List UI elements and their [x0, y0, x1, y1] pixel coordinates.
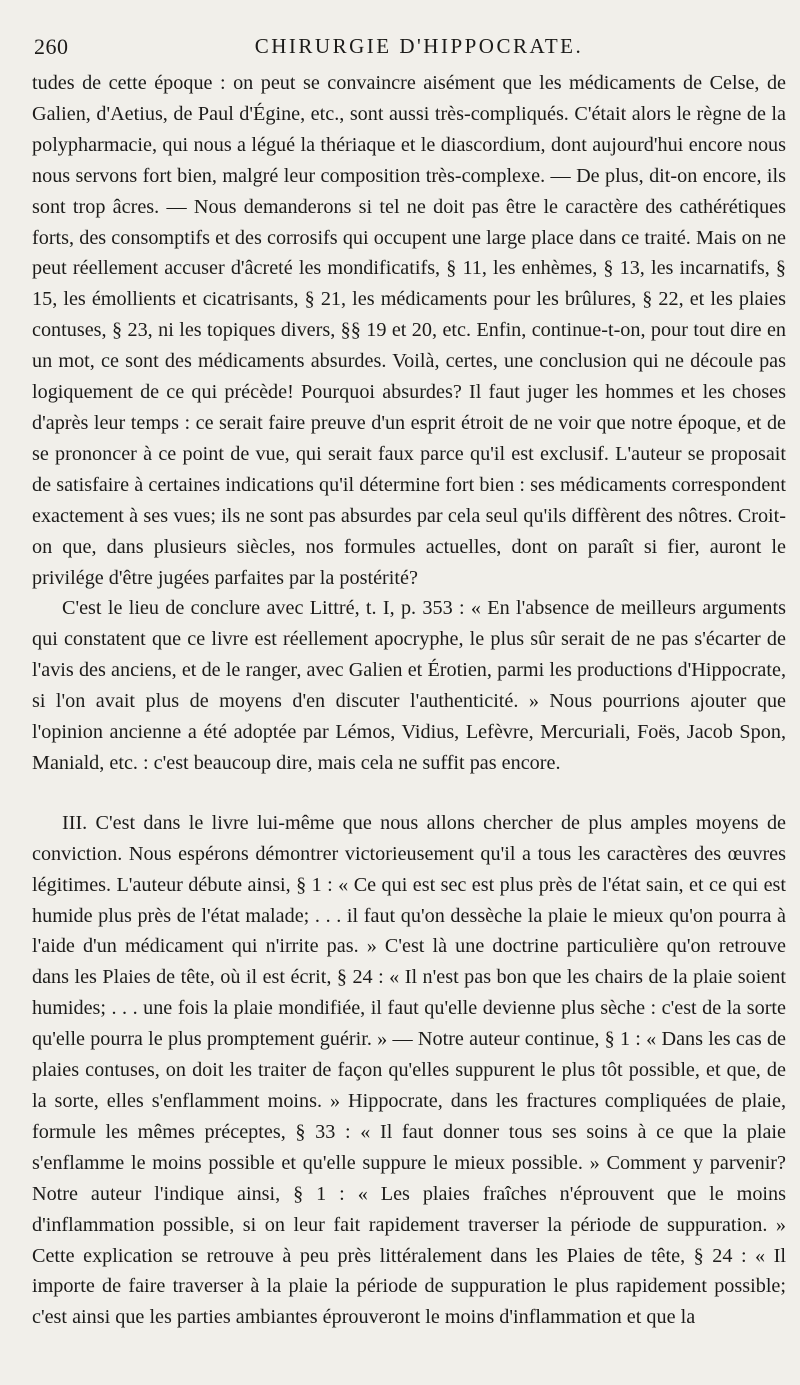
- paragraph-continuation: tudes de cette époque : on peut se convaincre aisément que les médicaments de Celse, de Galien, d'Aetius, de Paul d'Égine, etc., sont aussi très-compliqués. C'était alors le règne de la polypharmacie, qui nous a légué la thériaque et le diascordium, dont aujourd'hui encore nous nous servons fort bien, malgré leur composition très-complexe. — De plus, dit-on encore, ils sont trop âcres. — Nous demanderons si tel ne doit pas être le caractère des cathérétiques forts, des consomptifs et des corrosifs qui occupent une large place dans ce traité. Mais on ne peut réellement accuser d'âcreté les mondificatifs, § 11, les enhèmes, § 13, les incarnatifs, § 15, les émollients et cicatrisants, § 21, les médicaments pour les brûlures, § 22, et les plaies contuses, § 23, ni les topiques divers, §§ 19 et 20, etc. Enfin, continue-t-on, pour tout dire en un mot, ce sont des médicaments absurdes. Voilà, certes, une conclusion qui ne découle pas logiquement de ce qui précède! Pourquoi absurdes? Il faut juger les hommes et les choses d'après leur temps : ce serait faire preuve d'un esprit étroit de ne voir que notre époque, et de se prononcer à ce point de vue, qui serait faux parce qu'il est exclusif. L'auteur se proposait de satisfaire à certaines indications qu'il détermine fort bien : ses médicaments correspondent exactement à ses vues; ils ne sont pas absurdes par cela seul qu'ils diffèrent des nôtres. Croit-on que, dans plusieurs siècles, nos formules actuelles, dont on paraît si fier, auront le privilége d'être jugées parfaites par la postérité?: [32, 72, 786, 589]
- running-title: CHIRURGIE D'HIPPOCRATE.: [254, 34, 584, 58]
- page-header: [32, 24, 786, 68]
- paragraph-section-three: III. C'est dans le livre lui-même que nous allons chercher de plus amples moyens de conviction. Nous espérons démontrer victorieusement qu'il a tous les caractères des œuvres légitimes. L'auteur débute ainsi, § 1 : « Ce qui est sec est plus près de l'état sain, et ce qui est humide plus près de l'état malade; . . . il faut qu'on dessèche la plaie le mieux qu'on pourra à l'aide d'un médicament qui n'irrite pas. » C'est là une doctrine particulière qu'on retrouve dans les Plaies de tête, où il est écrit, § 24 : « Il n'est pas bon que les chairs de la plaie soient humides; . . . une fois la plaie mondifiée, il faut qu'elle devienne plus sèche : c'est de la sorte qu'elle pourra le plus promptement guérir. » — Notre auteur continue, § 1 : « Dans les cas de plaies contuses, on doit les traiter de façon qu'elles suppurent le plus tôt possible, et que, de la sorte, elles s'enflamment moins. » Hippocrate, dans les fractures compliquées de plaie, formule les mêmes préceptes, § 33 : « Il faut donner tous ses soins à ce que la plaie s'enflamme le moins possible et qu'elle suppure le mieux possible. » Comment y parvenir? Notre auteur l'indique ainsi, § 1 : « Les plaies fraîches n'éprouvent que le moins d'inflammation possible, si on leur fait rapidement traverser la période de suppuration. » Cette explication se retrouve à peu près littéralement dans les Plaies de tête, § 24 : « Il importe de faire traverser à la plaie la période de suppuration le plus rapidement possible; c'est ainsi que les parties ambiantes éprouveront le moins d'inflammation et que la: [32, 811, 786, 1329]
- body-text: [32, 68, 786, 1333]
- page-number: 260: [34, 34, 69, 59]
- paragraph-littre-conclusion: C'est le lieu de conclure avec Littré, t. I, p. 353 : « En l'absence de meilleurs arguments qui constatent que ce livre est réellement apocryphe, le plus sûr serait de ne pas s'écarter de l'avis des anciens, et de le ranger, avec Galien et Érotien, parmi les productions d'Hippocrate, si l'on avait plus de moyens d'en discuter l'authenticité. » Nous pourrions ajouter que l'opinion ancienne a été adoptée par Lémos, Vidius, Lefèvre, Mercuriali, Foës, Jacob Spon, Maniald, etc. : c'est beaucoup dire, mais cela ne suffit pas encore.: [32, 597, 786, 774]
